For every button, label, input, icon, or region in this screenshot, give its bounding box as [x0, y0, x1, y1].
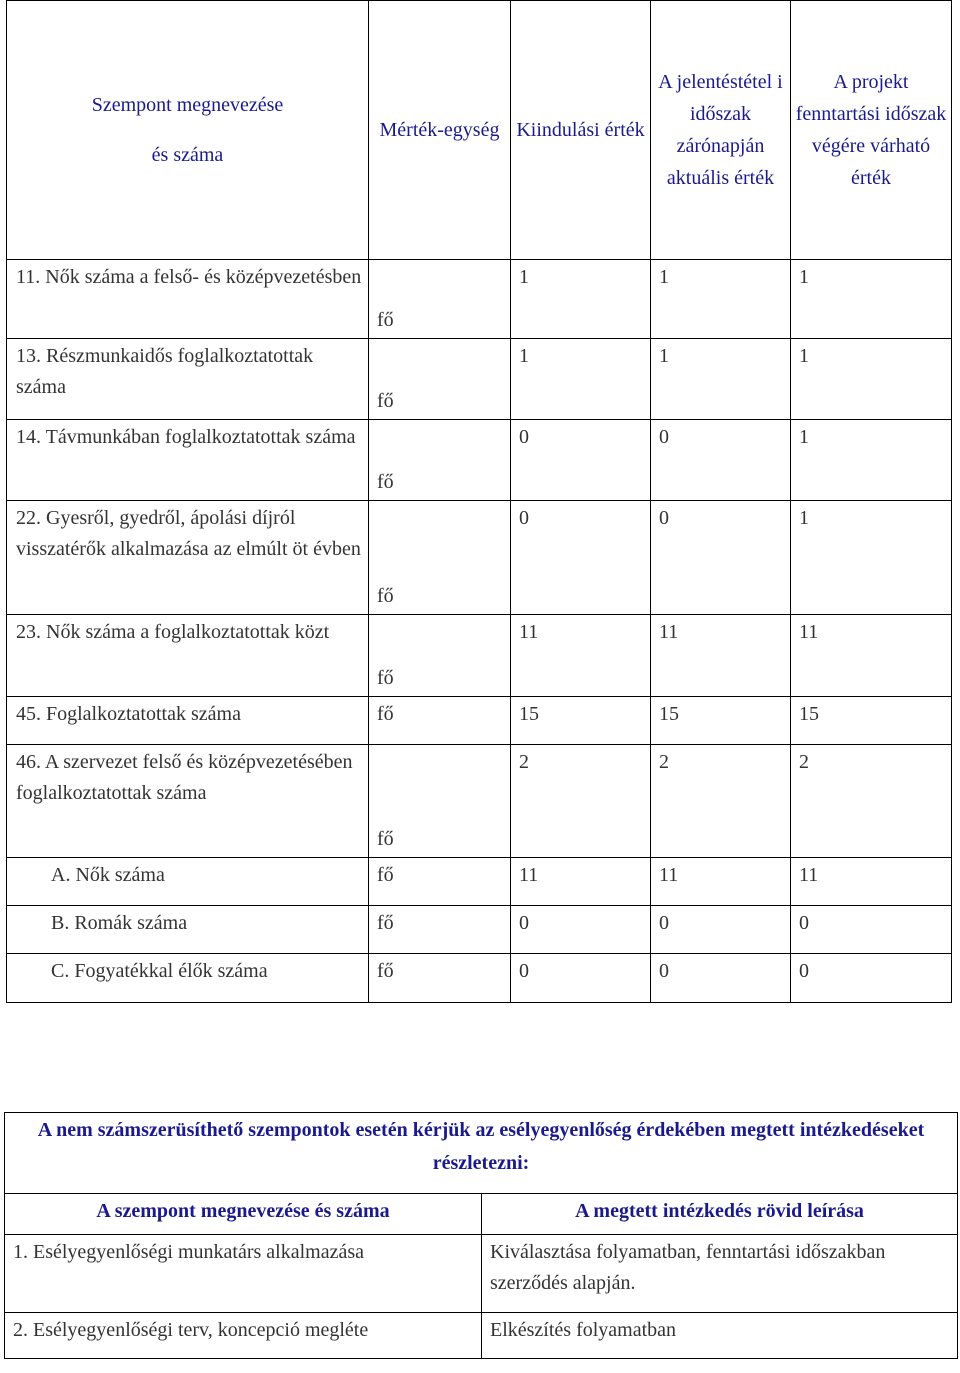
- header-current: A jelentéstétel i időszak zárónapján aktuális érték: [651, 1, 791, 260]
- row-expected: 1: [791, 339, 952, 420]
- row-baseline: 11: [511, 858, 651, 906]
- row-name: 46. A szervezet felső és középvezetésében foglalkoztatottak száma: [7, 745, 369, 858]
- row-criterion: 1. Esélyegyenlőségi munkatárs alkalmazása: [5, 1235, 482, 1313]
- table-row: [7, 858, 952, 906]
- row-current: 11: [651, 858, 791, 906]
- row-current: 1: [651, 260, 791, 339]
- measures-title-row: [5, 1113, 958, 1194]
- row-expected: 1: [791, 420, 952, 501]
- row-unit: fő: [369, 260, 511, 339]
- table-row: [7, 954, 952, 1003]
- header-unit: Mérték-egység: [369, 1, 511, 260]
- row-baseline: 1: [511, 260, 651, 339]
- row-name: 22. Gyesről, gyedről, ápolási díjról visszatérők alkalmazása az elmúlt öt évben: [7, 501, 369, 615]
- row-current: 0: [651, 501, 791, 615]
- table-row: [7, 339, 952, 420]
- row-expected: 1: [791, 260, 952, 339]
- row-name: 11. Nők száma a felső- és középvezetésben: [7, 260, 369, 339]
- row-baseline: 11: [511, 615, 651, 697]
- row-name: 45. Foglalkoztatottak száma: [7, 697, 369, 745]
- row-unit: fő: [369, 745, 511, 858]
- row-baseline: 1: [511, 339, 651, 420]
- row-expected: 0: [791, 906, 952, 954]
- row-name: 23. Nők száma a foglalkoztatottak közt: [7, 615, 369, 697]
- row-baseline: 0: [511, 420, 651, 501]
- row-baseline: 0: [511, 954, 651, 1003]
- row-expected: 11: [791, 615, 952, 697]
- row-unit: fő: [369, 339, 511, 420]
- row-expected: 11: [791, 858, 952, 906]
- header-criterion: [7, 1, 369, 260]
- table-row: [5, 1313, 958, 1359]
- row-current: 11: [651, 615, 791, 697]
- table-row: [7, 745, 952, 858]
- row-measure: Kiválasztása folyamatban, fenntartási időszakban szerződés alapján.: [482, 1235, 958, 1313]
- row-expected: 15: [791, 697, 952, 745]
- row-current: 15: [651, 697, 791, 745]
- header-criterion-name: A szempont megnevezése és száma: [5, 1194, 482, 1235]
- row-criterion: 2. Esélyegyenlőségi terv, koncepció megléte: [5, 1313, 482, 1359]
- row-expected: 2: [791, 745, 952, 858]
- row-current: 2: [651, 745, 791, 858]
- row-unit: fő: [369, 954, 511, 1003]
- table-row: [5, 1235, 958, 1313]
- row-current: 0: [651, 906, 791, 954]
- row-unit: fő: [369, 420, 511, 501]
- row-current: 0: [651, 420, 791, 501]
- row-baseline: 0: [511, 501, 651, 615]
- row-name: C. Fogyatékkal élők száma: [7, 954, 369, 1003]
- row-unit: fő: [369, 501, 511, 615]
- row-unit: fő: [369, 697, 511, 745]
- row-name: 13. Részmunkaidős foglalkoztatottak száma: [7, 339, 369, 420]
- row-name: 14. Távmunkában foglalkoztatottak száma: [7, 420, 369, 501]
- measures-table: [4, 1112, 958, 1359]
- measures-title: A nem számszerüsíthető szempontok esetén kérjük az esélyegyenlőség érdekében megtett intézkedéseket részletezni:: [5, 1113, 958, 1194]
- indicator-header-row: [7, 1, 952, 260]
- row-unit: fő: [369, 858, 511, 906]
- row-current: 0: [651, 954, 791, 1003]
- row-measure: Elkészítés folyamatban: [482, 1313, 958, 1359]
- indicator-table: [6, 0, 952, 1003]
- table-row: [7, 697, 952, 745]
- header-criterion-line2: és száma: [151, 144, 224, 166]
- table-row: [7, 420, 952, 501]
- table-row: [7, 501, 952, 615]
- table-row: [7, 615, 952, 697]
- row-baseline: 15: [511, 697, 651, 745]
- header-expected: A projekt fenntartási időszak végére várható érték: [791, 1, 952, 260]
- row-expected: 0: [791, 954, 952, 1003]
- row-baseline: 2: [511, 745, 651, 858]
- row-current: 1: [651, 339, 791, 420]
- header-criterion-line1: Szempont megnevezése: [91, 94, 284, 116]
- table-row: [7, 906, 952, 954]
- row-unit: fő: [369, 615, 511, 697]
- measures-header-row: [5, 1194, 958, 1235]
- row-expected: 1: [791, 501, 952, 615]
- row-name: B. Romák száma: [7, 906, 369, 954]
- header-measure-description: A megtett intézkedés rövid leírása: [482, 1194, 958, 1235]
- table-row: [7, 260, 952, 339]
- row-unit: fő: [369, 906, 511, 954]
- row-name: A. Nők száma: [7, 858, 369, 906]
- header-baseline: Kiindulási érték: [511, 1, 651, 260]
- row-baseline: 0: [511, 906, 651, 954]
